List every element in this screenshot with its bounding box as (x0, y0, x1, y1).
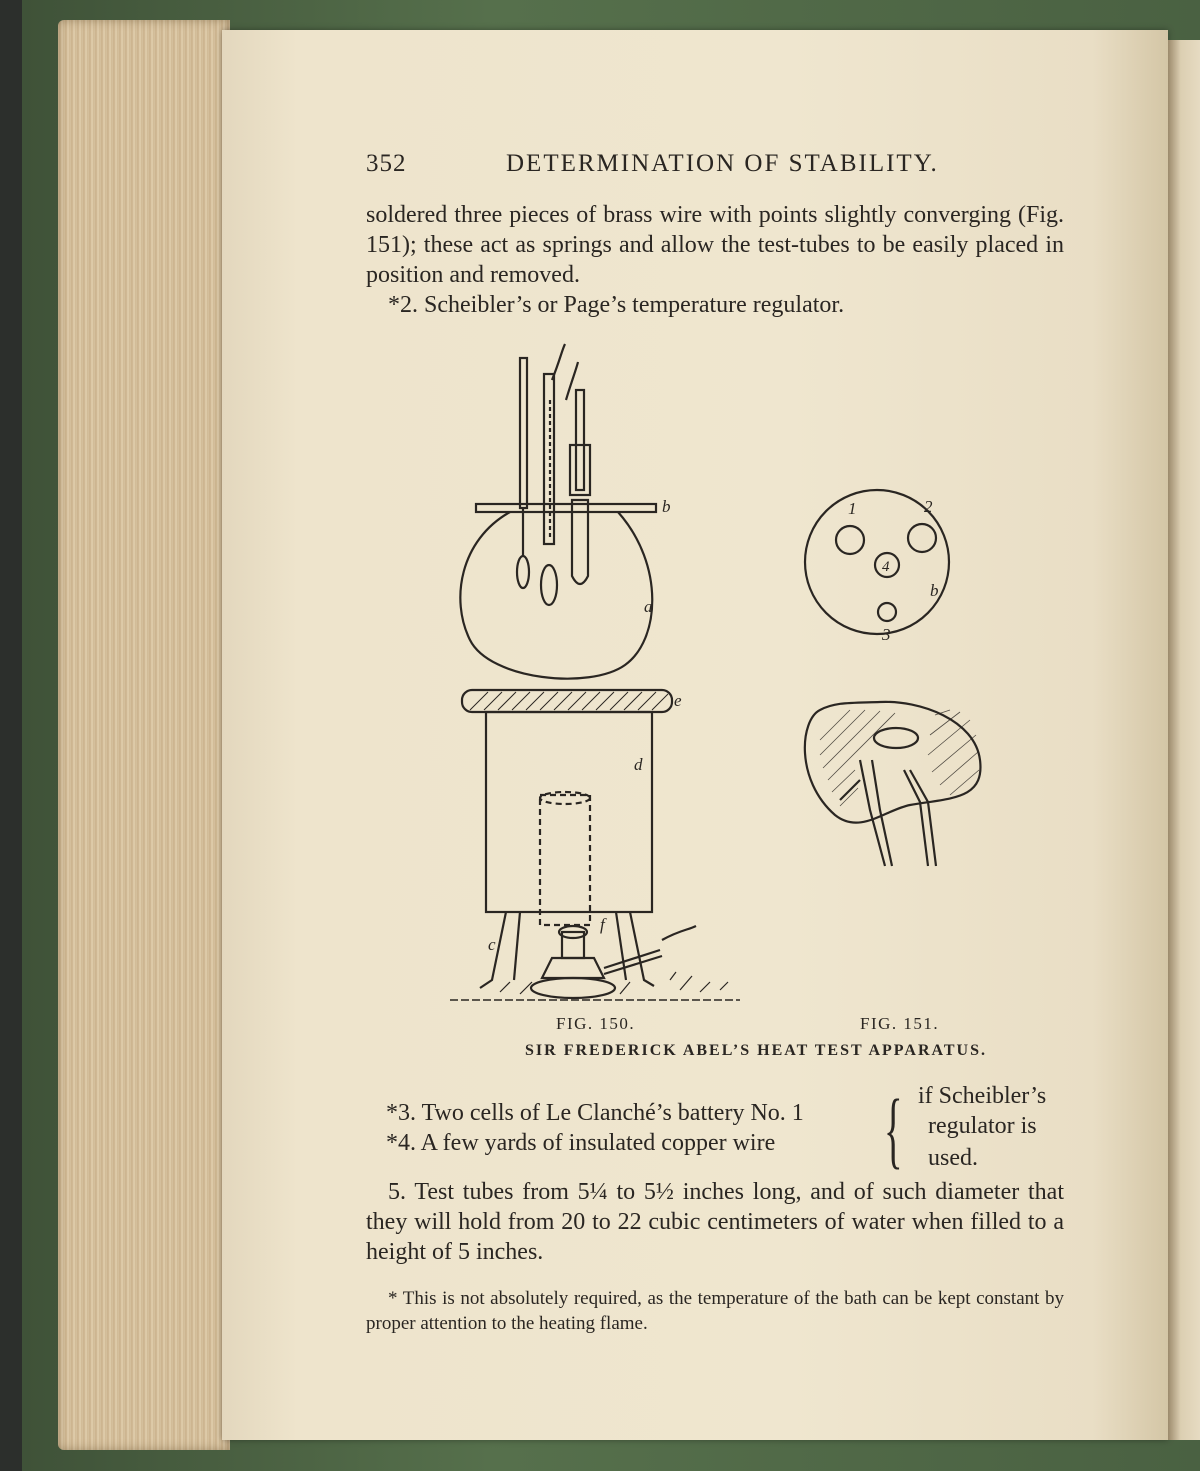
side-note-line-3: used. (928, 1145, 978, 1171)
footnote: * This is not absolutely required, as the temperature of the bath can be kept constant by proper attention to the heating flame. (366, 1288, 1064, 1334)
running-title: DETERMINATION OF STABILITY. (506, 150, 939, 177)
label-a-flask: a (644, 597, 653, 616)
label-hole-1: 1 (848, 499, 857, 518)
item-2: *2. Scheibler’s or Page’s temperature regulator. (388, 292, 845, 318)
item-5: 5. Test tubes from 5¼ to 5½ inches long, and of such diameter that they will hold from 20 to 22 cubic centimeters of water when filled to a height of 5 inches. (366, 1179, 1064, 1265)
label-f-burner: f (600, 915, 605, 934)
item-4: *4. A few yards of insulated copper wire (386, 1130, 776, 1156)
facing-page-edge (1168, 40, 1200, 1440)
label-e-collar: e (674, 691, 682, 710)
caption-fig-150: FIG. 150. (556, 1014, 636, 1033)
label-c-leg: c (488, 935, 496, 954)
label-d-bath: d (634, 755, 643, 774)
label-hole-2: 2 (924, 497, 933, 516)
caption-fig-151: FIG. 151. (860, 1014, 940, 1033)
curly-brace: { (884, 1081, 903, 1177)
label-b-plate: b (662, 497, 671, 516)
paragraph-1: soldered three pieces of brass wire with points slightly converging (Fig. 151); these act as springs and allow the test-tubes to be easily placed in position and removed. (366, 202, 1064, 288)
label-b-plate-151: b (930, 581, 939, 600)
item-3: *3. Two cells of Le Clanché’s battery No. 1 (386, 1100, 804, 1126)
page-number: 352 (366, 150, 407, 177)
label-hole-3: 3 (882, 625, 891, 644)
page-edges (58, 20, 230, 1450)
side-note-line-2: regulator is (928, 1113, 1037, 1139)
running-head (366, 150, 1066, 190)
label-hole-4: 4 (882, 559, 890, 575)
side-note-line-1: if Scheibler’s (918, 1083, 1047, 1109)
caption-main: SIR FREDERICK ABEL’S HEAT TEST APPARATUS. (525, 1042, 987, 1059)
figure-illustration (440, 340, 1000, 1010)
